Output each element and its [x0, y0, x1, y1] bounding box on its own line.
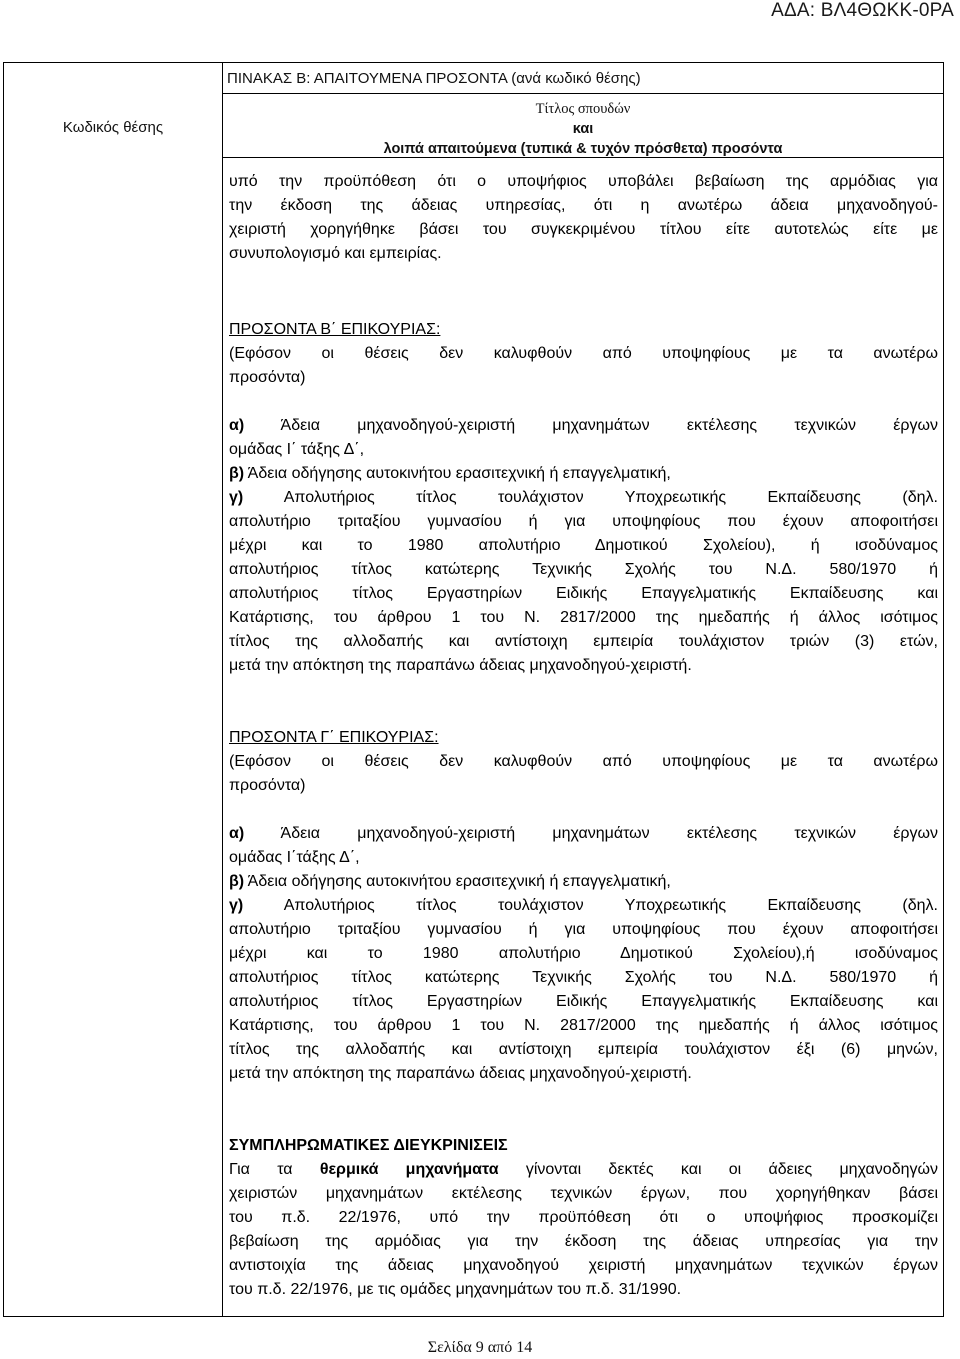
text-line: μέχρι και το 1980 απολυτήριο Δημοτικού Σχολείου),ή ισοδύναμος — [229, 945, 938, 962]
text-line: συνυπολογισμό και εμπειρίας. — [229, 245, 442, 262]
text-line: τίτλος της αλλοδαπής και αντίστοιχη εμπειρία τουλάχιστον έξι (6) μηνών, — [229, 1041, 938, 1058]
text-line: (Εφόσον οι θέσεις δεν καλυφθούν από υποψηφίους με τα ανωτέρω — [229, 345, 938, 362]
position-code-header: Κωδικός θέσης — [62, 119, 164, 136]
page-number: Σελίδα 9 από 14 — [427, 1339, 533, 1356]
requirements-column — [223, 63, 943, 1316]
text-line: απολυτήριος τίτλος Εργαστηρίων Ειδικής Επαγγελματικής Εκπαίδευσης και — [229, 585, 938, 602]
subheader-line: και — [572, 121, 594, 137]
item-c — [229, 894, 938, 918]
item-label: γ) — [229, 489, 244, 506]
item-text: Άδεια μηχανοδηγού-χειριστή μηχανημάτων εκτέλεσης τεχνικών έργων — [244, 417, 938, 434]
section-b-heading: ΠΡΟΣΟΝΤΑ Β΄ ΕΠΙΚΟΥΡΙΑΣ: — [229, 321, 441, 338]
thermal-machines-term: θερμικά μηχανήματα — [319, 1161, 499, 1178]
item-label: γ) — [229, 897, 244, 914]
subheader-line: Τίτλος σπουδών — [535, 101, 631, 117]
text-line: Κατάρτισης, του άρθρου 1 του Ν. 2817/2000 της ημεδαπής ή άλλος ισότιμος — [229, 1017, 938, 1034]
text-line: την έκδοση της άδειας υπηρεσίας, ότι η ανωτέρω άδεια μηχανοδηγού- — [229, 197, 938, 214]
text-line: Για τα θερμικά μηχανήματα γίνονται δεκτές και οι άδειες μηχανοδηγών — [229, 1161, 938, 1178]
text-line: απολυτήριος τίτλος κατώτερης Τεχνικής Σχολής του Ν.Δ. 580/1970 ή — [229, 969, 938, 986]
item-label: α) — [229, 417, 245, 434]
table-subheader — [223, 94, 943, 158]
text-line: προσόντα) — [229, 777, 306, 794]
text-line: μετά την απόκτηση της παραπάνω άδειας μηχανοδηγού-χειριστή. — [229, 657, 692, 674]
text-line: χειριστών μηχανημάτων εκτέλεσης τεχνικών έργων, που χορηγήθηκαν βάσει — [229, 1185, 938, 1202]
item-text: Άδεια οδήγησης αυτοκινήτου ερασιτεχνική ή επαγγελματική, — [244, 465, 671, 482]
item-b — [229, 870, 938, 894]
text-line: ομάδας Ι΄τάξης Δ΄, — [229, 849, 360, 866]
text-line: (Εφόσον οι θέσεις δεν καλυφθούν από υποψηφίους με τα ανωτέρω — [229, 753, 938, 770]
text-line: απολυτήριο τριταξίου γυμνασίου ή για υποψηφίους που έχουν αποφοιτήσει — [229, 513, 938, 530]
item-b — [229, 462, 938, 486]
item-label: β) — [229, 465, 245, 482]
text-line: τίτλος της αλλοδαπής και αντίστοιχη εμπειρία τουλάχιστον τριών (3) ετών, — [229, 633, 938, 650]
item-a — [229, 822, 938, 846]
position-code-column — [4, 63, 223, 1316]
text-line: χειριστή χορηγήθηκε βάσει του συγκεκριμένου τίτλου είτε αυτοτελώς είτε με — [229, 221, 938, 238]
supplementary-heading: ΣΥΜΠΛΗΡΩΜΑΤΙΚΕΣ ΔΙΕΥΚΡΙΝΙΣΕΙΣ — [229, 1137, 508, 1154]
text-line: αντιστοιχία της άδειας μηχανοδηγού χειριστή μηχανημάτων τεχνικών έργων — [229, 1257, 938, 1274]
text-line: Κατάρτισης, του άρθρου 1 του Ν. 2817/2000 της ημεδαπής ή άλλος ισότιμος — [229, 609, 938, 626]
subheader-line: λοιπά απαιτούμενα (τυπικά & τυχόν πρόσθετα) προσόντα — [383, 141, 783, 157]
text-line: του π.δ. 22/1976, με τις ομάδες μηχανημάτων του π.δ. 31/1990. — [229, 1281, 682, 1298]
requirements-table — [3, 62, 944, 1317]
text-line: απολυτήριος τίτλος Εργαστηρίων Ειδικής Επαγγελματικής Εκπαίδευσης και — [229, 993, 938, 1010]
text-line: βεβαίωση της αρμόδιας για την έκδοση της άδειας υπηρεσίας για την — [229, 1233, 938, 1250]
text-line: απολυτήριο τριταξίου γυμνασίου ή για υποψηφίους που έχουν αποφοιτήσει — [229, 921, 938, 938]
item-a — [229, 414, 938, 438]
text-line: ομάδας Ι΄ τάξης Δ΄, — [229, 441, 365, 458]
text-line: μετά την απόκτηση της παραπάνω άδειας μηχανοδηγού-χειριστή. — [229, 1065, 692, 1082]
item-label: α) — [229, 825, 245, 842]
item-label: β) — [229, 873, 245, 890]
item-c — [229, 486, 938, 510]
text-line: απολυτήριος τίτλος κατώτερης Τεχνικής Σχολής του Ν.Δ. 580/1970 ή — [229, 561, 938, 578]
item-text: Άδεια οδήγησης αυτοκινήτου ερασιτεχνική ή επαγγελματική, — [244, 873, 671, 890]
ada-code: ΑΔΑ: ΒΛ4ΘΩΚΚ-0ΡΑ — [771, 0, 954, 21]
text-line: του π.δ. 22/1976, υπό την προϋπόθεση ότι ο υποψήφιος προσκομίζει — [229, 1209, 938, 1226]
text-line: υπό την προϋπόθεση ότι ο υποψήφιος υποβάλει βεβαίωση της αρμόδιας για — [229, 173, 938, 190]
item-text: Απολυτήριος τίτλος τουλάχιστον Υποχρεωτικής Εκπαίδευσης (δηλ. — [243, 897, 938, 914]
text-line: προσόντα) — [229, 369, 306, 386]
item-text: Άδεια μηχανοδηγού-χειριστή μηχανημάτων εκτέλεσης τεχνικών έργων — [244, 825, 938, 842]
requirements-content — [223, 158, 943, 1302]
table-title: ΠΙΝΑΚΑΣ Β: ΑΠΑΙΤΟΥΜΕΝΑ ΠΡΟΣΟΝΤΑ (ανά κωδικό θέσης) — [223, 63, 943, 94]
section-c-heading: ΠΡΟΣΟΝΤΑ Γ΄ ΕΠΙΚΟΥΡΙΑΣ: — [229, 729, 439, 746]
text-line: μέχρι και το 1980 απολυτήριο Δημοτικού Σχολείου), ή ισοδύναμος — [229, 537, 938, 554]
item-text: Απολυτήριος τίτλος τουλάχιστον Υποχρεωτικής Εκπαίδευσης (δηλ. — [243, 489, 938, 506]
